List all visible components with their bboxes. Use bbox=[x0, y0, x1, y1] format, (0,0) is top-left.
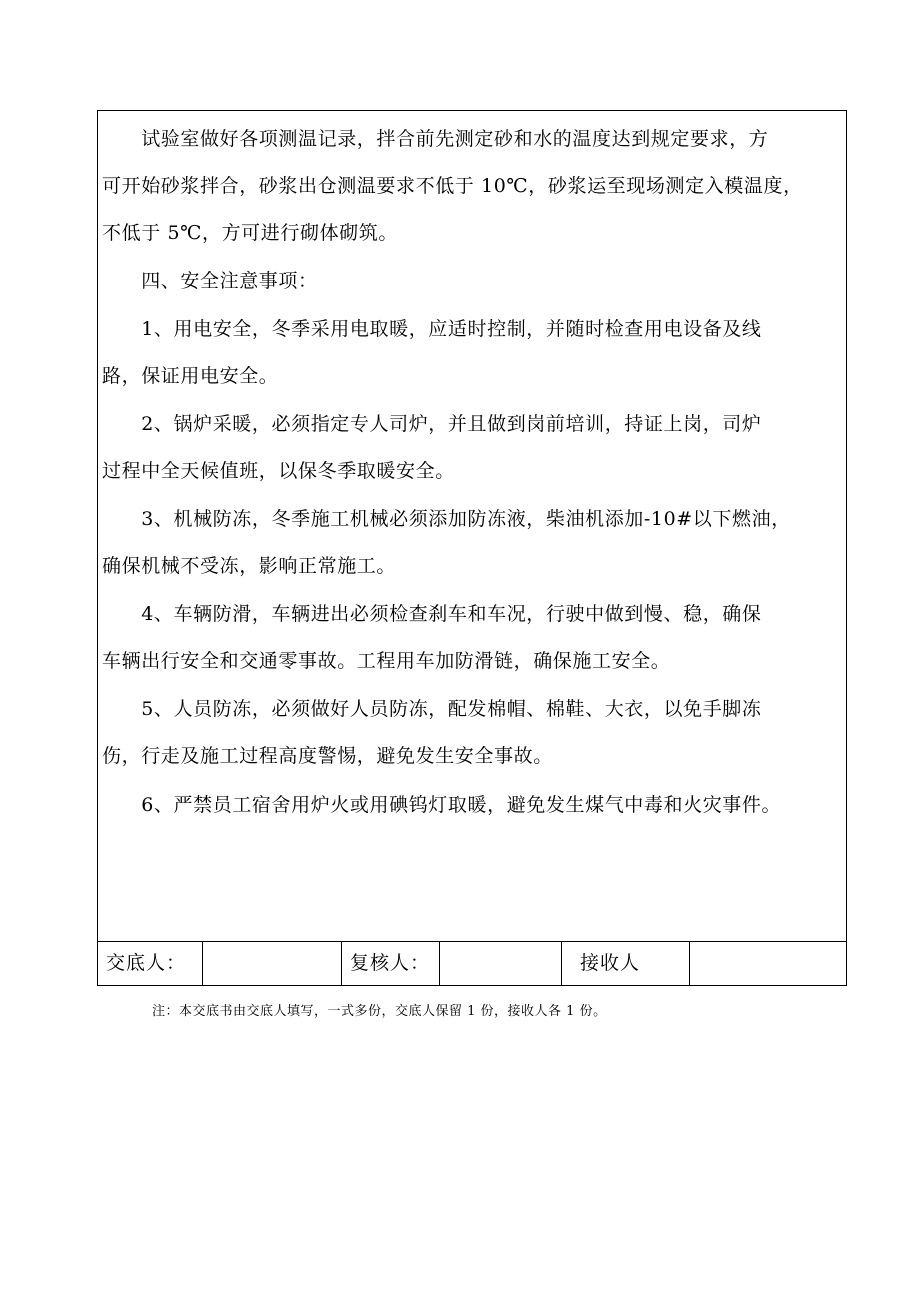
text-line: 过程中全天候值班，以保冬季取暖安全。 bbox=[102, 460, 455, 482]
presenter-field[interactable] bbox=[203, 942, 342, 985]
text-line: 可开始砂浆拌合，砂浆出仓测温要求不低于 10℃，砂浆运至现场测定入模温度， bbox=[102, 175, 803, 197]
reviewer-label: 复核人： bbox=[342, 942, 440, 985]
paragraph-item-5 bbox=[102, 697, 846, 769]
text-line: 2、锅炉采暖，必须指定专人司炉，并且做到岗前培训，持证上岗，司炉 bbox=[102, 413, 762, 435]
paragraph-temperature bbox=[102, 127, 846, 246]
paragraph-item-3 bbox=[102, 507, 846, 579]
footnote: 注：本交底书由交底人填写，一式多份，交底人保留 1 份，接收人各 1 份。 bbox=[152, 1004, 607, 1019]
text-line: 3、机械防冻，冬季施工机械必须添加防冻液，柴油机添加-10#以下燃油， bbox=[102, 508, 791, 530]
text-line: 确保机械不受冻，影响正常施工。 bbox=[102, 555, 397, 577]
receiver-label: 接收人 bbox=[562, 942, 690, 985]
reviewer-field[interactable] bbox=[440, 942, 562, 985]
paragraph-item-1 bbox=[102, 317, 846, 389]
text-line: 四、安全注意事项： bbox=[102, 270, 318, 292]
text-line: 车辆出行安全和交通零事故。工程用车加防滑链，确保施工安全。 bbox=[102, 650, 671, 672]
text-line: 6、严禁员工宿舍用炉火或用碘钨灯取暖，避免发生煤气中毒和火灾事件。 bbox=[102, 794, 782, 816]
text-line: 试验室做好各项测温记录，拌合前先测定砂和水的温度达到规定要求，方 bbox=[102, 128, 769, 150]
paragraph-item-4 bbox=[102, 602, 846, 674]
text-line: 路，保证用电安全。 bbox=[102, 365, 279, 387]
signature-row bbox=[98, 942, 846, 985]
content-cell bbox=[98, 111, 846, 942]
disclosure-table bbox=[97, 110, 847, 986]
presenter-label: 交底人： bbox=[98, 942, 203, 985]
receiver-field[interactable] bbox=[690, 942, 846, 985]
text-line: 1、用电安全，冬季采用电取暖，应适时控制，并随时检查用电设备及线 bbox=[102, 318, 762, 340]
section-heading-safety bbox=[102, 269, 846, 294]
text-line: 5、人员防冻，必须做好人员防冻，配发棉帽、棉鞋、大衣，以免手脚冻 bbox=[102, 698, 762, 720]
text-line: 4、车辆防滑，车辆进出必须检查刹车和车况，行驶中做到慢、稳，确保 bbox=[102, 603, 762, 625]
paragraph-item-2 bbox=[102, 412, 846, 484]
paragraph-item-6 bbox=[102, 793, 846, 818]
text-line: 不低于 5℃，方可进行砌体砌筑。 bbox=[102, 222, 398, 244]
text-line: 伤，行走及施工过程高度警惕，避免发生安全事故。 bbox=[102, 745, 553, 767]
